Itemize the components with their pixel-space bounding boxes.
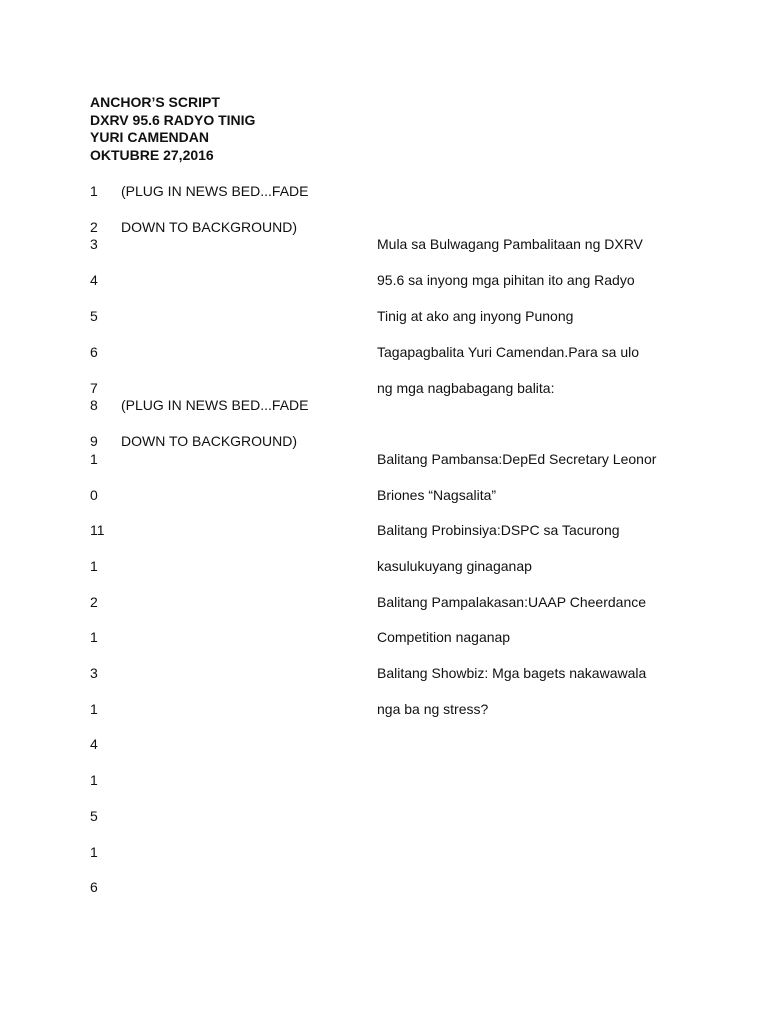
script-line: nga ba ng stress? — [377, 701, 489, 717]
line-number: 6 — [90, 879, 98, 895]
script-date: OKTUBRE 27,2016 — [90, 146, 214, 163]
line-number: 4 — [90, 736, 98, 752]
script-line: 95.6 sa inyong mga pihitan ito ang Radyo — [377, 272, 635, 288]
line-number: 1 — [90, 701, 98, 717]
line-number: 4 — [90, 272, 98, 288]
line-number: 2 — [90, 219, 98, 235]
line-number: 3 — [90, 236, 98, 252]
anchor-name: YURI CAMENDAN — [90, 129, 209, 145]
production-direction: (PLUG IN NEWS BED...FADE — [121, 183, 309, 199]
script-line: Competition naganap — [377, 629, 511, 645]
line-number: 11 — [90, 522, 105, 538]
line-number: 6 — [90, 344, 98, 360]
line-number: 5 — [90, 308, 98, 324]
script-line: Balitang Pambansa:DepEd Secretary Leonor — [377, 451, 657, 467]
script-line: Tinig at ako ang inyong Punong — [377, 308, 574, 324]
production-direction: DOWN TO BACKGROUND) — [121, 433, 298, 449]
line-number: 1 — [90, 451, 98, 467]
script-line: Tagapagbalita Yuri Camendan.Para sa ulo — [377, 344, 640, 360]
production-direction: DOWN TO BACKGROUND) — [121, 219, 298, 235]
line-number: 1 — [90, 183, 98, 199]
script-line: Balitang Pampalakasan:UAAP Cheerdance — [377, 594, 647, 610]
line-number: 2 — [90, 594, 98, 610]
script-line: ng mga nagbabagang balita: — [377, 380, 555, 396]
line-number: 1 — [90, 772, 98, 788]
line-number: 7 — [90, 380, 98, 396]
line-number: 8 — [90, 397, 98, 413]
script-line: Balitang Showbiz: Mga bagets nakawawala — [377, 665, 647, 681]
script-header — [90, 94, 255, 164]
script-line: kasulukuyang ginaganap — [377, 558, 532, 574]
script-line: Briones “Nagsalita” — [377, 487, 497, 503]
line-number: 1 — [90, 844, 98, 860]
line-number: 3 — [90, 665, 98, 681]
production-direction: (PLUG IN NEWS BED...FADE — [121, 397, 309, 413]
script-line: Balitang Probinsiya:DSPC sa Tacurong — [377, 522, 620, 538]
script-title: ANCHOR’S SCRIPT — [90, 94, 220, 110]
line-number: 5 — [90, 808, 98, 824]
line-number: 1 — [90, 629, 98, 645]
script-line: Mula sa Bulwagang Pambalitaan ng DXRV — [377, 236, 643, 252]
line-number: 9 — [90, 433, 98, 449]
station-name: DXRV 95.6 RADYO TINIG — [90, 111, 256, 128]
line-number: 0 — [90, 487, 98, 503]
line-number: 1 — [90, 558, 98, 574]
